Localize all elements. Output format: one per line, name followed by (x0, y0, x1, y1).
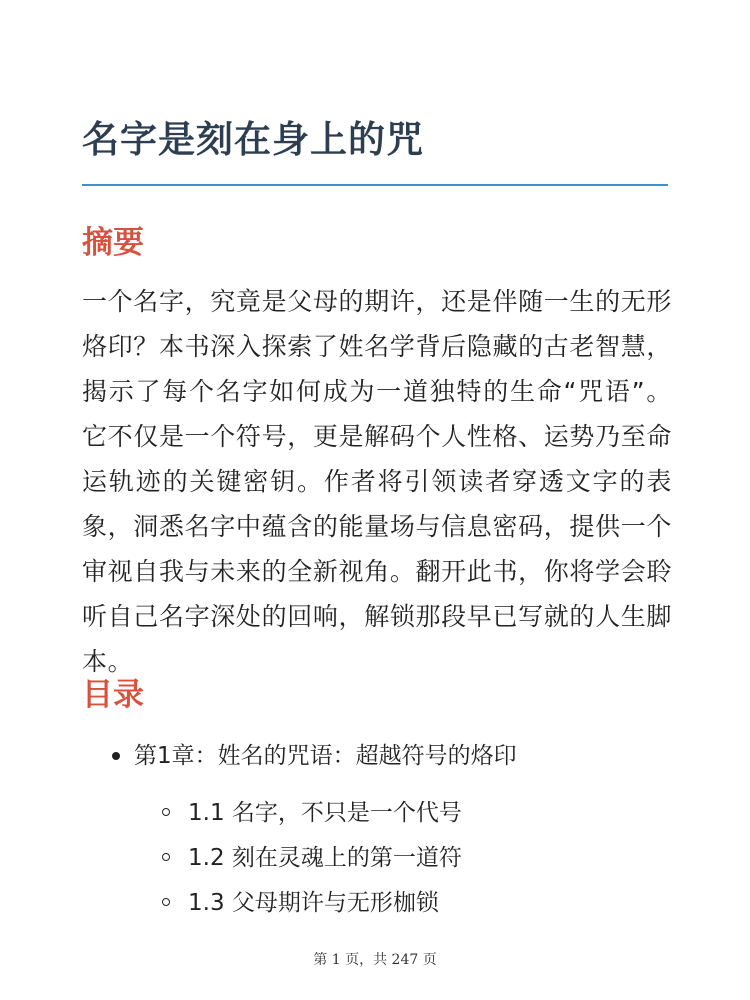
toc-section-label: 1.3 父母期许与无形枷锁 (188, 890, 439, 916)
bullet-circle-icon (162, 853, 170, 861)
abstract-paragraph: 一个名字，究竟是父母的期许，还是伴随一生的无形烙印？本书深入探索了姓名学背后隐藏的古老智慧，揭示了每个名字如何成为一道独特的生命“咒语”。它不仅是一个符号，更是解码个人性格、运势乃至命运轨迹的关键密钥。作者将引领读者穿透文字的表象，洞悉名字中蕴含的能量场与信息密码，提供一个审视自我与未来的全新视角。翻开此书，你将学会聆听自己名字深处的回响，解锁那段早已写就的人生脚本。 (82, 287, 672, 676)
toc-section-label: 1.2 刻在灵魂上的第一道符 (188, 845, 462, 871)
page-title: 名字是刻在身上的咒 (82, 118, 424, 161)
abstract-heading: 摘要 (82, 225, 144, 261)
bullet-circle-icon (162, 898, 170, 906)
title-divider (82, 184, 668, 186)
bullet-circle-icon (162, 808, 170, 816)
toc-chapter-label: 第1章：姓名的咒语：超越符号的烙印 (134, 743, 517, 769)
page-number-footer: 第 1 页，共 247 页 (313, 952, 437, 968)
toc-heading: 目录 (82, 677, 144, 713)
bullet-disc-icon (112, 752, 120, 760)
toc-section-label: 1.1 名字，不只是一个代号 (188, 800, 462, 826)
